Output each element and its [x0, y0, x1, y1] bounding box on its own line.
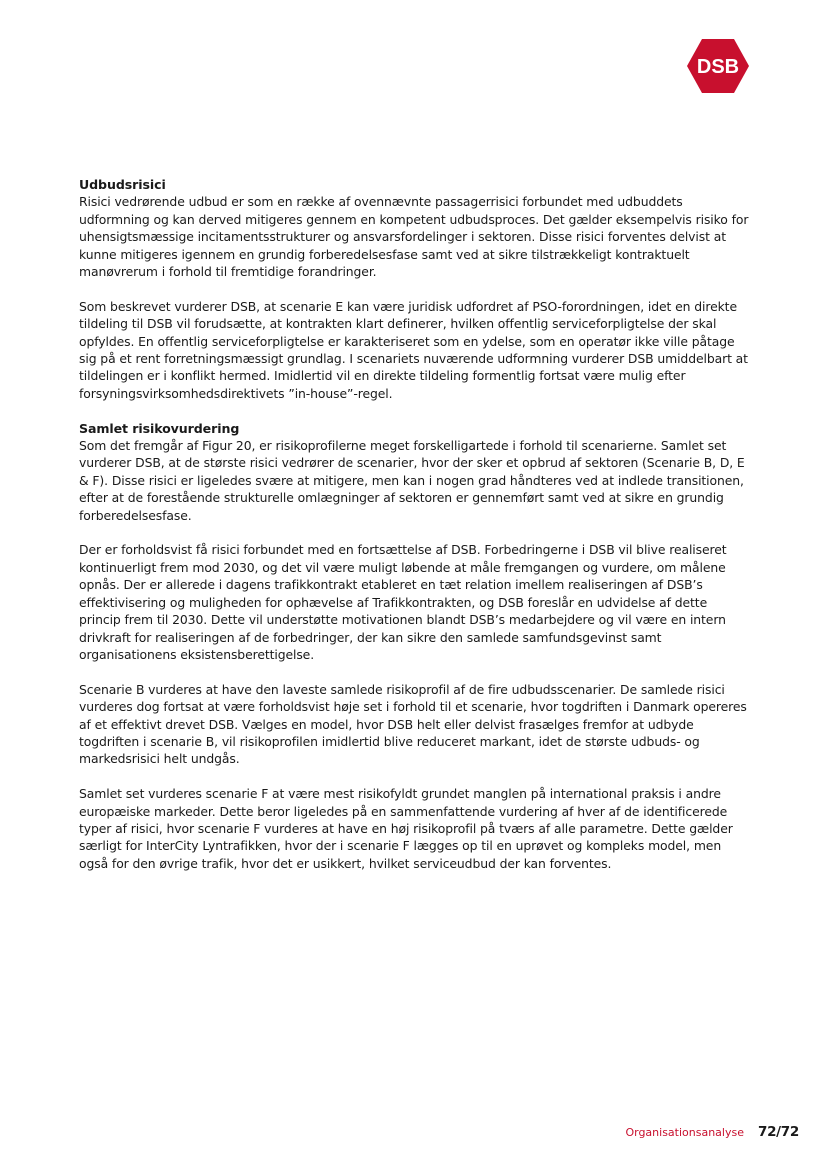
section-samlet-risikovurdering — [79, 420, 751, 873]
section-udbudsrisici — [79, 176, 751, 402]
paragraph: Som det fremgår af Figur 20, er risikoprofilerne meget forskelligartede i forhold til scenarierne. Samlet set vurderer DSB, at de største risici vedrører de scenarier, hvor der sker et opbrud af sektoren (Scenarie B, D, E & F). Disse risici er ligeledes svære at mitigere, men kan i nogen grad håndteres ved at indlede transitionen, efter at de forestående strukturelle omlægninger af sektoren er gennemført samt ved at sikre en grundig forberedelsesfase. — [79, 438, 745, 523]
paragraph: Scenarie B vurderes at have den laveste samlede risikoprofil af de fire udbudsscenarier. De samlede risici vurderes dog fortsat at være forholdsvist høje set i forhold til et scenarie, hvor togdriften i Danmark opereres af et effektivt drevet DSB. Vælges en model, hvor DSB helt eller delvist frasælges fremfor at udbyde togdriften i scenarie B, vil risikoprofilen imidlertid blive reduceret markant, idet de største udbuds- og markedsrisici helt undgås. — [79, 681, 747, 767]
paragraph: Risici vedrørende udbud er som en række af ovennævnte passagerrisici forbundet med udbuddets udformning og kan derved mitigeres gennem en kompetent udbudsproces. Det gælder eksempelvis risiko for uhensigtsmæssige incitamentsstrukturer og ansvarsfordelinger i sektoren. Disse risici forventes delvist at kunne mitigeres igennem en grundig forberedelsesfase samt ved at sikre tilstrækkeligt kontraktuelt manøvrerum i forhold til fremtidige forandringer. — [79, 194, 749, 280]
paragraph: Samlet set vurderes scenarie F at være mest risikofyldt grundet manglen på international praksis i andre europæiske markeder. Dette beror ligeledes på en sammenfattende vurdering af hver af de identificerede typer af risici, hvor scenarie F vurderes at have en høj risikoprofil på tværs af alle parametre. Dette gælder særligt for InterCity Lyntrafikken, hvor der i scenarie F lægges op til en uprøvet og kompleks model, men også for den øvrige trafik, hvor det er usikkert, hvilket serviceudbud der kan forventes. — [79, 786, 733, 871]
logo-text: DSB — [696, 56, 740, 78]
footer-document-title: Organisationsanalyse — [625, 1126, 744, 1139]
document-body — [79, 176, 751, 890]
section-heading: Udbudsrisici — [79, 177, 166, 192]
section-heading: Samlet risikovurdering — [79, 420, 240, 436]
dsb-logo — [686, 38, 750, 94]
paragraph: Som beskrevet vurderer DSB, at scenarie E kan være juridisk udfordret af PSO-forordningen, idet en direkte tildeling til DSB vil forudsætte, at kontrakten klart definerer, hvilken offentlig serviceforpligtelse der skal opfyldes. En offentlig serviceforpligtelse er karakteriseret som en ydelse, som en operatør ikke ville påtage sig på et rent forretningsmæssigt grundlag. I scenariets nuværende udformning vurderer DSB umiddelbart at tildelingen er i konflikt hermed. Imidlertid vil en direkte tildeling formentlig fortsat være mulig efter forsyningsvirksomhedsdirektivets ”in-house”-regel. — [79, 298, 748, 401]
page-footer — [625, 1124, 799, 1140]
dsb-logo-icon — [686, 38, 750, 94]
paragraph: Der er forholdsvist få risici forbundet med en fortsættelse af DSB. Forbedringerne i DSB vil blive realiseret kontinuerligt frem mod 2030, og det vil være muligt løbende at måle fremgangen og vurdere, om målene opnås. Der er allerede i dagens trafikkontrakt etableret en tæt relation imellem realiseringen af DSB’s effektivisering og muligheden for ophævelse af Trafikkontrakten, og DSB foreslår en udvidelse af dette princip frem til 2030. Dette vil understøtte motivationen blandt DSB’s medarbejdere og vil være en intern drivkraft for realiseringen af de forbedringer, der kan sikre den samlede samfundsgevinst samt organisationens eksistensberettigelse. — [79, 542, 727, 662]
page-number: 72/72 — [757, 1124, 799, 1140]
